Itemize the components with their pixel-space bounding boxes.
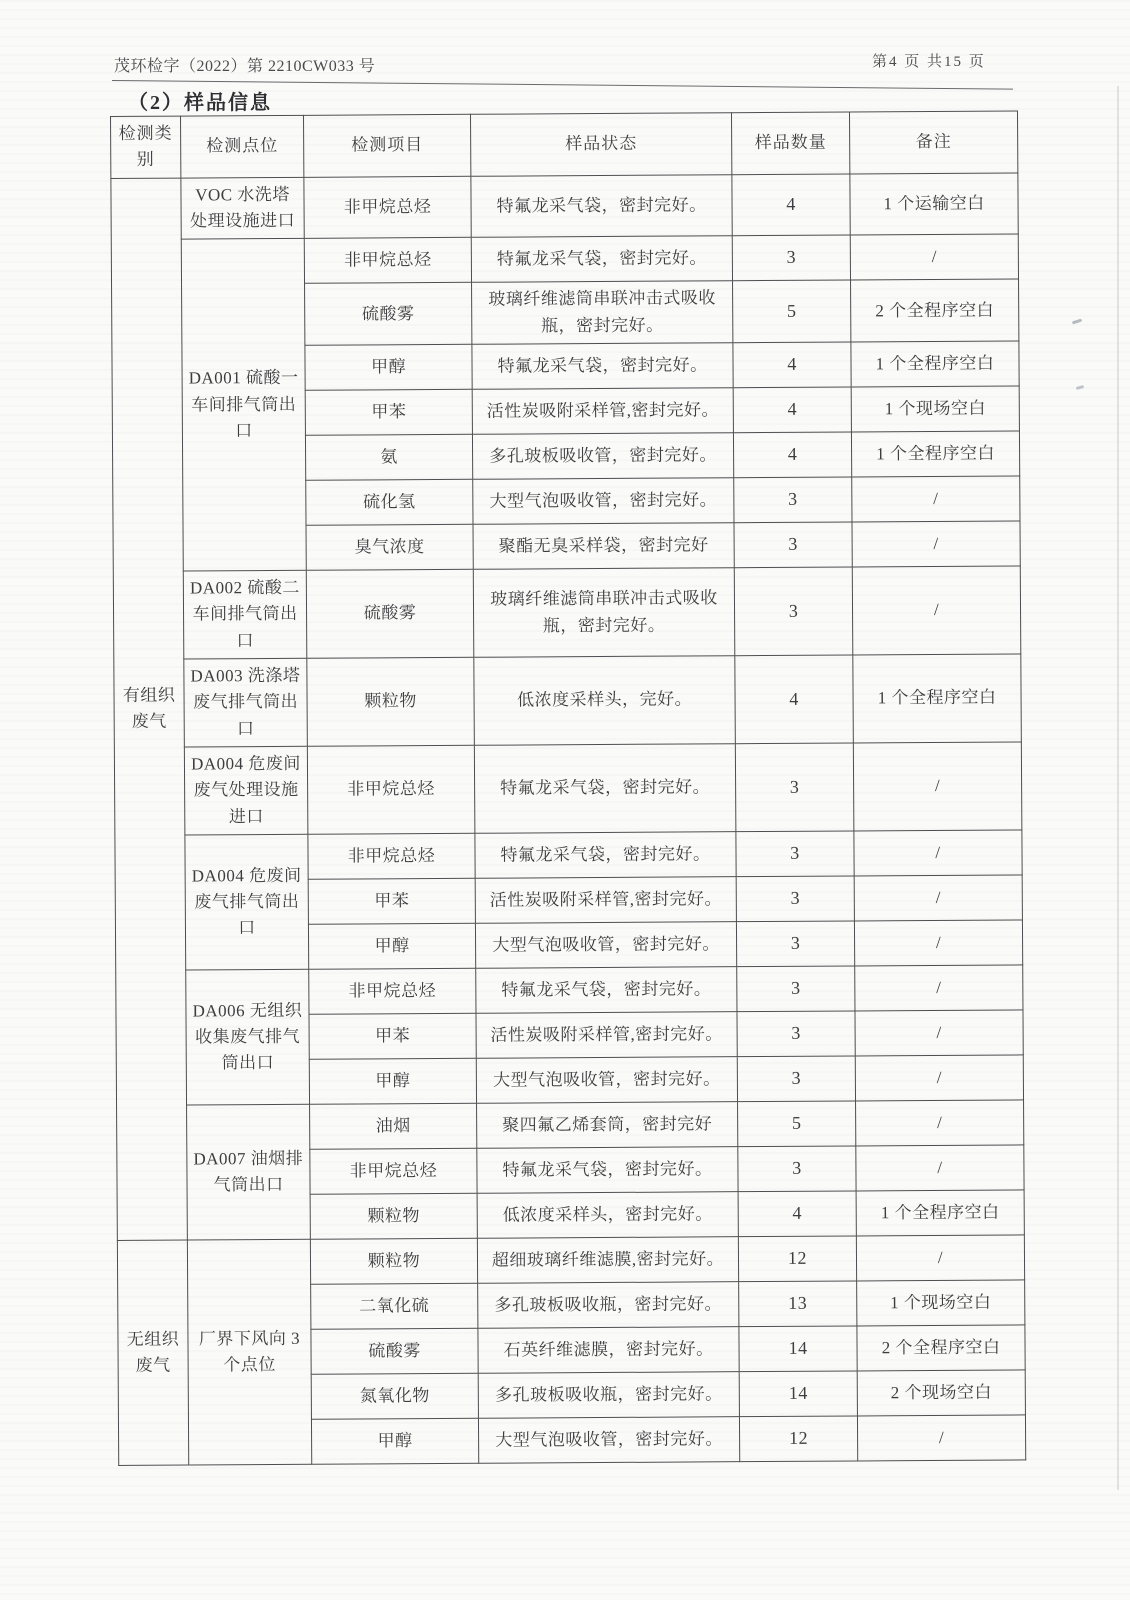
table-row bbox=[111, 234, 1018, 285]
count-cell: 13 bbox=[739, 1281, 857, 1327]
note-cell: 1 个全程序空白 bbox=[851, 341, 1019, 387]
state-cell: 特氟龙采气袋，密封完好。 bbox=[471, 236, 732, 283]
item-cell: 油烟 bbox=[310, 1103, 477, 1149]
note-cell: 1 个现场空白 bbox=[857, 1280, 1025, 1326]
state-cell: 多孔玻板吸收瓶，密封完好。 bbox=[478, 1282, 739, 1329]
note-cell: / bbox=[856, 1145, 1024, 1191]
table-row bbox=[117, 1100, 1024, 1151]
state-cell: 低浓度采样头，密封完好。 bbox=[477, 1192, 738, 1239]
count-cell: 3 bbox=[734, 567, 853, 656]
count-cell: 3 bbox=[736, 831, 854, 877]
table-row bbox=[117, 1235, 1024, 1286]
item-cell: 臭气浓度 bbox=[306, 524, 473, 570]
count-cell: 5 bbox=[733, 280, 851, 342]
state-cell: 活性炭吸附采样管,密封完好。 bbox=[472, 388, 733, 435]
state-cell: 大型气泡吸收管，密封完好。 bbox=[476, 1057, 737, 1104]
count-cell: 4 bbox=[732, 174, 850, 236]
count-cell: 3 bbox=[734, 477, 852, 523]
state-cell: 大型气泡吸收管，密封完好。 bbox=[473, 478, 734, 525]
item-cell: 甲醇 bbox=[305, 344, 472, 390]
item-cell: 非甲烷总烃 bbox=[307, 745, 475, 834]
count-cell: 4 bbox=[733, 387, 851, 433]
item-cell: 甲醇 bbox=[308, 923, 475, 969]
count-cell: 14 bbox=[739, 1371, 857, 1417]
item-cell: 颗粒物 bbox=[307, 657, 475, 746]
count-cell: 12 bbox=[738, 1236, 856, 1282]
note-cell: / bbox=[856, 1235, 1024, 1281]
item-cell: 甲苯 bbox=[308, 878, 475, 924]
item-cell: 硫酸雾 bbox=[305, 283, 472, 346]
table-row bbox=[113, 566, 1021, 660]
col-header-point: 检测点位 bbox=[181, 115, 304, 177]
note-cell: / bbox=[850, 234, 1018, 280]
item-cell: 硫化氢 bbox=[306, 479, 473, 525]
note-cell: / bbox=[854, 830, 1022, 876]
state-cell: 低浓度采样头，完好。 bbox=[474, 656, 736, 746]
state-cell: 聚四氟乙烯套筒，密封完好 bbox=[477, 1102, 738, 1149]
col-header-state: 样品状态 bbox=[470, 113, 731, 176]
note-cell: / bbox=[852, 521, 1020, 567]
scan-edge-shadow bbox=[1117, 86, 1119, 1490]
item-cell: 甲苯 bbox=[309, 1013, 476, 1059]
sample-table-body bbox=[111, 173, 1026, 1466]
scan-artifact-mark bbox=[1076, 385, 1085, 390]
sample-info-table bbox=[110, 110, 1026, 1466]
state-cell: 玻璃纤维滤筒串联冲击式吸收瓶，密封完好。 bbox=[472, 281, 733, 344]
count-cell: 3 bbox=[735, 743, 854, 832]
count-cell: 4 bbox=[735, 655, 854, 744]
scan-artifact-mark bbox=[1072, 319, 1082, 325]
note-cell: 2 个全程序空白 bbox=[857, 1325, 1025, 1371]
item-cell: 非甲烷总烃 bbox=[310, 1148, 477, 1194]
category-cell: 无组织废气 bbox=[117, 1240, 188, 1465]
col-header-category: 检测类别 bbox=[111, 116, 181, 178]
page-number: 第4 页 共15 页 bbox=[872, 54, 986, 70]
item-cell: 颗粒物 bbox=[310, 1238, 477, 1284]
note-cell: 1 个全程序空白 bbox=[853, 654, 1022, 743]
point-cell: 厂界下风向 3 个点位 bbox=[187, 1239, 311, 1465]
item-cell: 二氧化硫 bbox=[311, 1283, 478, 1329]
state-cell: 特氟龙采气袋，密封完好。 bbox=[472, 343, 733, 390]
item-cell: 非甲烷总烃 bbox=[304, 238, 471, 284]
state-cell: 特氟龙采气袋，密封完好。 bbox=[477, 1147, 738, 1194]
count-cell: 5 bbox=[738, 1101, 856, 1147]
state-cell: 石英纤维滤膜，密封完好。 bbox=[478, 1327, 739, 1374]
section-title: （2）样品信息 bbox=[128, 92, 272, 114]
note-cell: 1 个现场空白 bbox=[851, 386, 1019, 432]
state-cell: 特氟龙采气袋，密封完好。 bbox=[471, 174, 732, 237]
count-cell: 3 bbox=[732, 235, 850, 281]
item-cell: 甲醇 bbox=[311, 1418, 478, 1464]
point-cell: DA007 油烟排气筒出口 bbox=[187, 1104, 311, 1240]
note-cell: 2 个现场空白 bbox=[857, 1370, 1025, 1416]
table-row bbox=[115, 830, 1022, 881]
table-row bbox=[116, 965, 1023, 1016]
count-cell: 3 bbox=[736, 876, 854, 922]
count-cell: 4 bbox=[733, 432, 851, 478]
state-cell: 玻璃纤维滤筒串联冲击式吸收瓶，密封完好。 bbox=[473, 568, 735, 658]
col-header-item: 检测项目 bbox=[303, 114, 470, 177]
state-cell: 活性炭吸附采样管,密封完好。 bbox=[476, 1012, 737, 1059]
state-cell: 多孔玻板吸收管，密封完好。 bbox=[472, 433, 733, 480]
item-cell: 硫酸雾 bbox=[311, 1328, 478, 1374]
point-cell: DA001 硫酸一车间排气筒出口 bbox=[181, 239, 306, 571]
item-cell: 非甲烷总烃 bbox=[304, 176, 471, 239]
note-cell: 2 个全程序空白 bbox=[851, 279, 1019, 342]
item-cell: 氨 bbox=[305, 434, 472, 480]
table-row bbox=[111, 173, 1018, 240]
doc-number: 茂环检字（2022）第 2210CW033 号 bbox=[114, 58, 376, 75]
count-cell: 3 bbox=[736, 921, 854, 967]
note-cell: 1 个全程序空白 bbox=[851, 431, 1019, 477]
state-cell: 大型气泡吸收管，密封完好。 bbox=[478, 1417, 739, 1464]
note-cell: / bbox=[854, 920, 1022, 966]
note-cell: / bbox=[857, 1415, 1025, 1461]
note-cell: / bbox=[853, 742, 1022, 831]
item-cell: 非甲烷总烃 bbox=[309, 968, 476, 1014]
count-cell: 3 bbox=[738, 1146, 856, 1192]
count-cell: 4 bbox=[738, 1191, 856, 1237]
table-row bbox=[114, 654, 1022, 748]
col-header-note: 备注 bbox=[849, 111, 1017, 174]
state-cell: 特氟龙采气袋，密封完好。 bbox=[475, 832, 736, 879]
item-cell: 非甲烷总烃 bbox=[308, 833, 475, 879]
point-cell: DA002 硫酸二车间排气筒出口 bbox=[183, 570, 307, 659]
state-cell: 特氟龙采气袋，密封完好。 bbox=[474, 744, 736, 834]
state-cell: 活性炭吸附采样管,密封完好。 bbox=[475, 877, 736, 924]
state-cell: 超细玻璃纤维滤膜,密封完好。 bbox=[477, 1237, 738, 1284]
table-header-row bbox=[111, 111, 1018, 178]
state-cell: 特氟龙采气袋，密封完好。 bbox=[476, 967, 737, 1014]
point-cell: DA003 洗涤塔废气排气筒出口 bbox=[184, 658, 308, 747]
table-row bbox=[114, 742, 1022, 836]
state-cell: 多孔玻板吸收瓶，密封完好。 bbox=[478, 1372, 739, 1419]
item-cell: 硫酸雾 bbox=[306, 569, 474, 658]
note-cell: 1 个全程序空白 bbox=[856, 1190, 1024, 1236]
point-cell: DA006 无组织收集废气排气筒出口 bbox=[186, 969, 310, 1105]
col-header-count: 样品数量 bbox=[731, 112, 849, 174]
note-cell: / bbox=[854, 875, 1022, 921]
note-cell: / bbox=[855, 965, 1023, 1011]
note-cell: / bbox=[855, 1055, 1023, 1101]
item-cell: 甲醇 bbox=[309, 1058, 476, 1104]
point-cell: VOC 水洗塔处理设施进口 bbox=[181, 177, 304, 239]
note-cell: 1 个运输空白 bbox=[850, 173, 1018, 236]
point-cell: DA004 危废间废气排气筒出口 bbox=[185, 834, 309, 970]
item-cell: 氮氧化物 bbox=[311, 1373, 478, 1419]
note-cell: / bbox=[856, 1100, 1024, 1146]
item-cell: 颗粒物 bbox=[310, 1193, 477, 1239]
count-cell: 12 bbox=[739, 1416, 857, 1462]
count-cell: 3 bbox=[737, 1011, 855, 1057]
note-cell: / bbox=[852, 566, 1021, 655]
count-cell: 4 bbox=[733, 342, 851, 388]
note-cell: / bbox=[855, 1010, 1023, 1056]
count-cell: 14 bbox=[739, 1326, 857, 1372]
state-cell: 大型气泡吸收管，密封完好。 bbox=[475, 922, 736, 969]
category-cell: 有组织废气 bbox=[111, 178, 187, 1241]
count-cell: 3 bbox=[737, 966, 855, 1012]
count-cell: 3 bbox=[734, 522, 852, 568]
state-cell: 聚酯无臭采样袋，密封完好 bbox=[473, 523, 734, 570]
point-cell: DA004 危废间废气处理设施进口 bbox=[184, 746, 308, 835]
item-cell: 甲苯 bbox=[305, 389, 472, 435]
count-cell: 3 bbox=[737, 1056, 855, 1102]
note-cell: / bbox=[852, 476, 1020, 522]
